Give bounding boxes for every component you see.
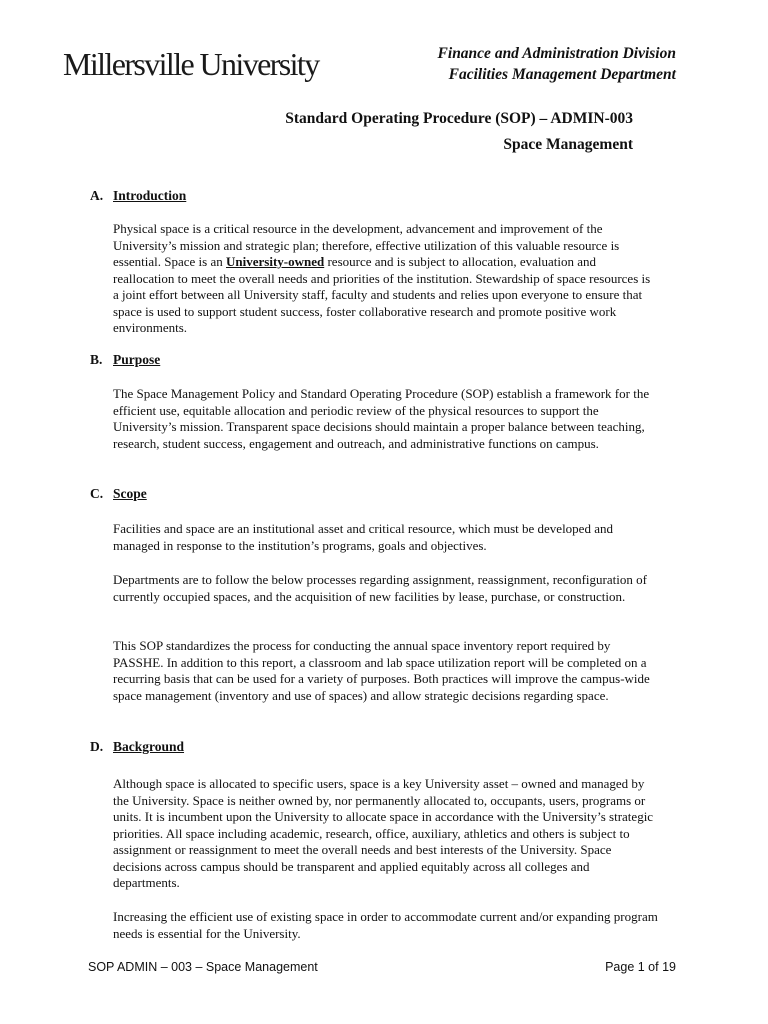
section-a-paragraph: [113, 221, 658, 337]
section-b-heading: [90, 352, 160, 368]
section-c-heading: [90, 486, 147, 502]
department-name: Facilities Management Department: [448, 66, 676, 83]
section-d-heading: [90, 739, 184, 755]
text-run: resource and is subject to allocation, evaluation and reallocation to meet the overall needs and priorities of the institution. Stewardship of space resources is a joint effort between all University staff, faculty and students and relies upon everyone to ensure that space is used to support student success, foster collaborative research and promote positive work environments.: [113, 254, 651, 335]
emphasis-text: University-owned: [226, 254, 325, 269]
text-run: Physical space is a critical resource in the development, advancement and improvement of the University’s mission and strategic plan; therefore, effective utilization of this valuable resource is essential. Space is an: [113, 221, 620, 269]
document-title: [0, 106, 633, 158]
section-title: Background: [113, 739, 185, 754]
section-title: Purpose: [113, 352, 161, 367]
section-letter: A.: [90, 188, 104, 203]
footer-document-id: SOP ADMIN – 003 – Space Management: [88, 960, 318, 974]
section-letter: D.: [90, 739, 104, 754]
section-letter: C.: [90, 486, 104, 501]
section-b-paragraph: The Space Management Policy and Standard Operating Procedure (SOP) establish a framework for the efficient use, equitable allocation and periodic review of the physical resources to support the University’s mission. Transparent space decisions should maintain a proper balance between teaching, research, student success, engagement and outreach, and administrative functions on campus.: [113, 386, 650, 451]
section-a-heading: [90, 188, 186, 204]
section-letter: B.: [90, 352, 103, 367]
division-header: [438, 43, 676, 85]
title-line-2: Space Management: [503, 136, 633, 153]
section-title: Introduction: [113, 188, 187, 203]
title-line-1: Standard Operating Procedure (SOP) – ADMIN-003: [285, 110, 633, 127]
university-logo: Millersville University: [63, 46, 319, 82]
division-name: Finance and Administration Division: [437, 45, 676, 62]
section-c-paragraph-2: Departments are to follow the below processes regarding assignment, reassignment, reconfiguration of currently occupied spaces, and the acquisition of new facilities by lease, purchase, or construction.: [113, 572, 647, 604]
section-title: Scope: [113, 486, 147, 501]
page-number: Page 1 of 19: [605, 960, 676, 974]
section-c-paragraph-3: This SOP standardizes the process for conducting the annual space inventory report required by PASSHE. In addition to this report, a classroom and lab space utilization report will be completed on a recurring basis that can be used for a variety of purposes. Both practices will improve the campus-wide space management (inventory and use of spaces) and allow strategic decisions regarding space.: [113, 638, 650, 703]
section-c-paragraph-1: Facilities and space are an institutional asset and critical resource, which must be developed and managed in response to the institution’s programs, goals and objectives.: [113, 521, 613, 553]
section-d-paragraph-1: Although space is allocated to specific users, space is a key University asset – owned and managed by the University. Space is neither owned by, nor permanently allocated to, occupants, users, programs or units. It is incumbent upon the University to allocate space in accordance with the University’s strategic priorities. All space including academic, research, office, auxiliary, athletics and others is subject to assignment or reassignment to meet the overall needs and best interests of the University. Space decisions across campus should be transparent and applied equitably across all colleges and departments.: [113, 776, 654, 890]
section-d-paragraph-2: Increasing the efficient use of existing space in order to accommodate current and/or expanding program needs is essential for the University.: [113, 909, 658, 941]
